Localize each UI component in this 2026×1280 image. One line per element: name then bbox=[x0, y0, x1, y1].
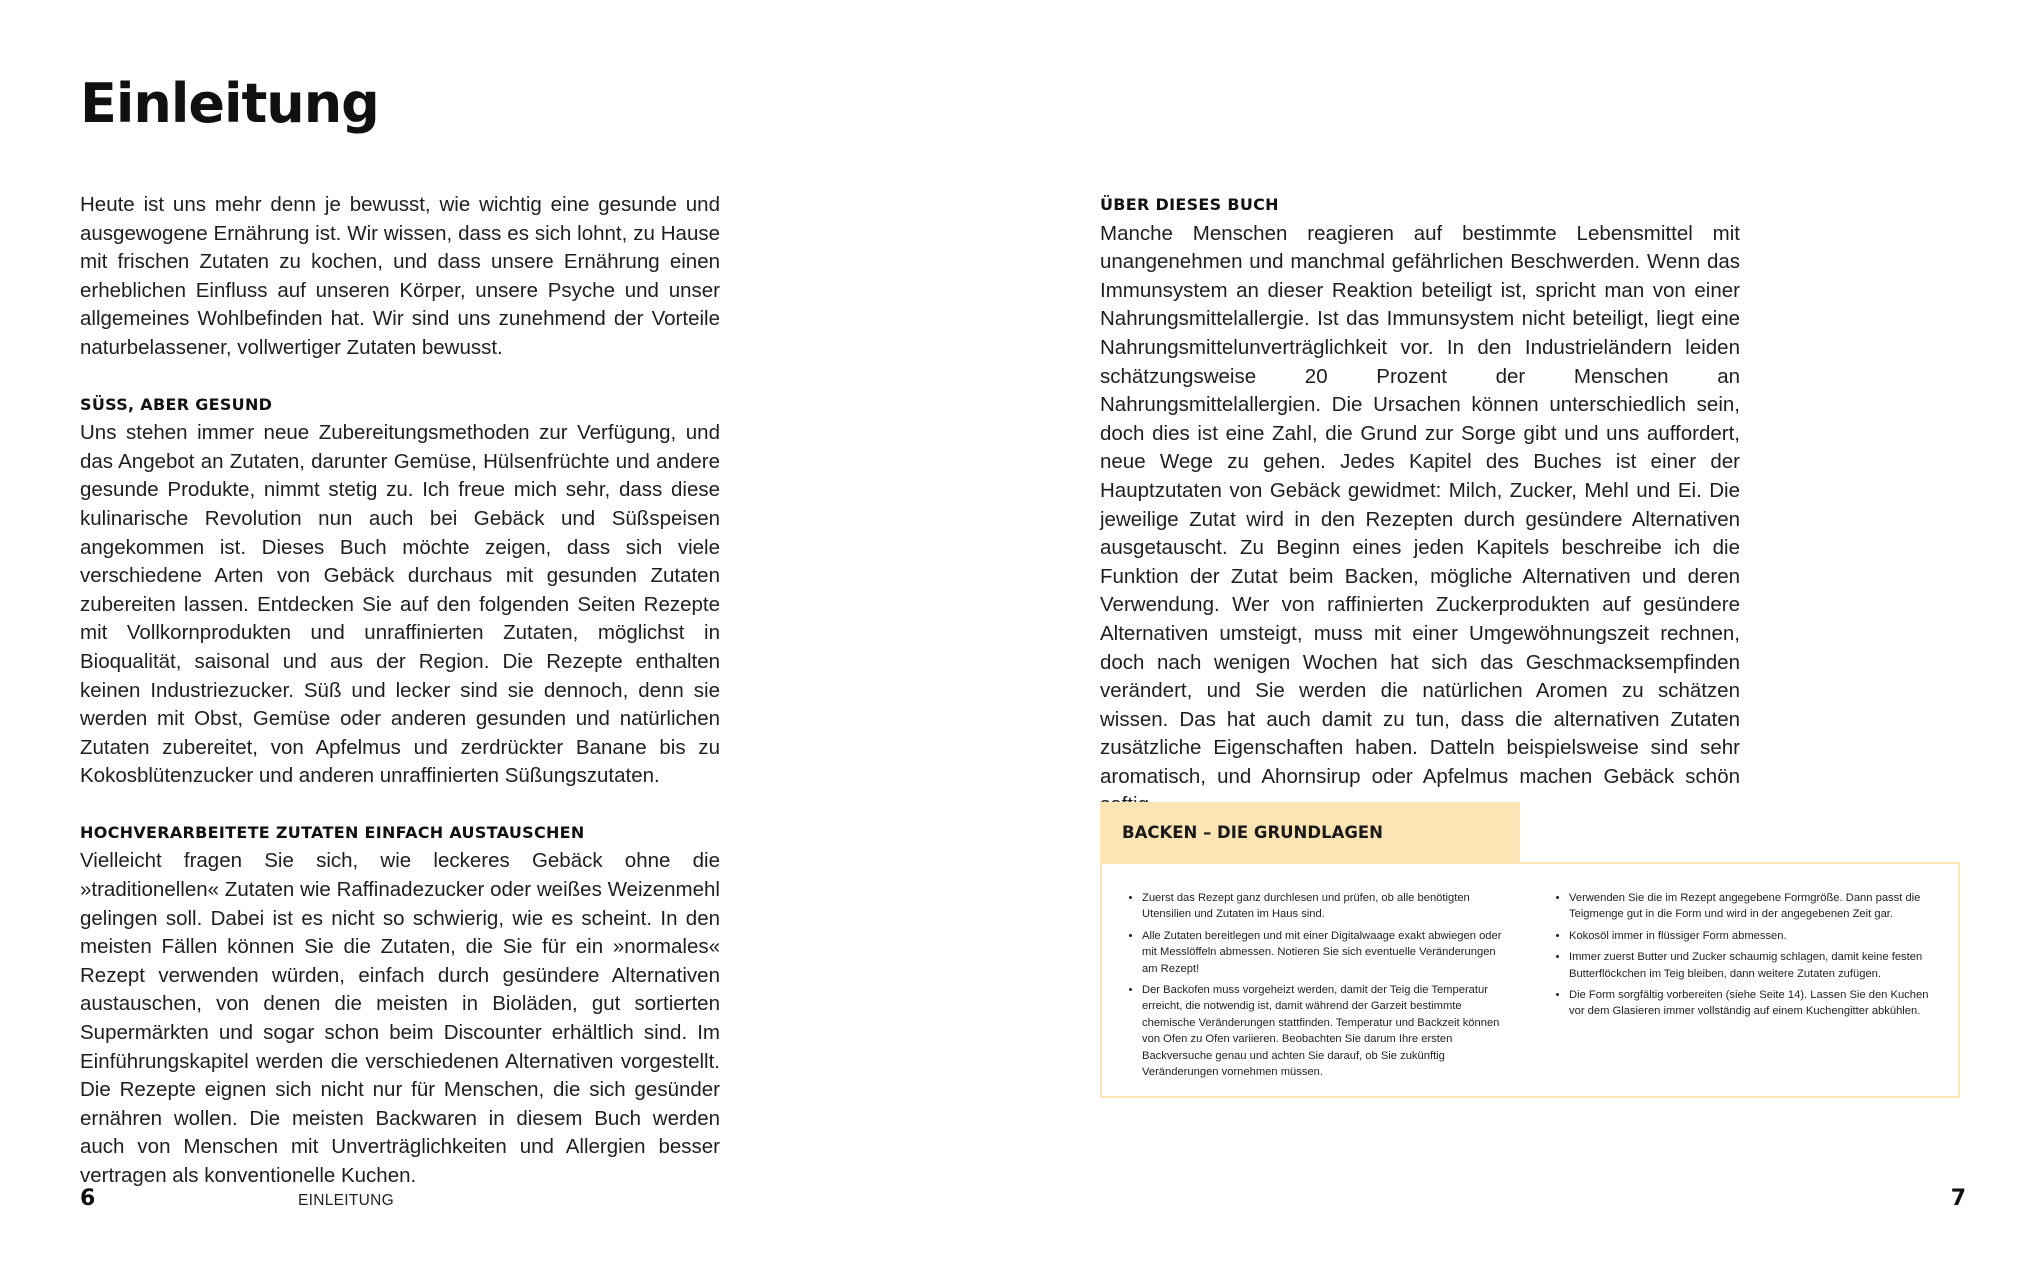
list-item: • Alle Zutaten bereitlegen und mit einer Digitalwaage exakt abwiegen oder mit Messlöffeln abmessen. Notieren Sie sich eventuelle Veränderungen am Rezept! bbox=[1142, 928, 1511, 977]
list-item: • Kokosöl immer in flüssiger Form abmessen. bbox=[1569, 928, 1938, 944]
list-item: • Die Form sorgfältig vorbereiten (siehe Seite 14). Lassen Sie den Kuchen vor dem Glasieren immer vollständig auf einem Kuchengitter abkühlen. bbox=[1569, 987, 1938, 1020]
right-text-column bbox=[1100, 191, 1740, 848]
infobox-left-list bbox=[1122, 890, 1511, 1084]
left-text-column bbox=[80, 191, 720, 1219]
section-zutaten-austauschen bbox=[80, 819, 720, 1191]
section-heading: HOCHVERARBEITETE ZUTATEN EINFACH AUSTAUSCHEN bbox=[80, 822, 585, 842]
page-number-right: 7 bbox=[1950, 1186, 1966, 1211]
infobox-right-list bbox=[1549, 890, 1938, 1084]
list-item: • Zuerst das Rezept ganz durchlesen und prüfen, ob alle benötigten Utensilien und Zutaten im Haus sind. bbox=[1142, 890, 1511, 923]
page-number-left: 6 bbox=[80, 1186, 96, 1211]
section-body: Manche Menschen reagieren auf bestimmte Lebensmittel mit unangenehmen und manchmal gefährlichen Beschwerden. Wenn das Immunsystem an dieser Reaktion beteiligt ist, spricht man von einer Nahrungsmittelallergie. Ist das Immunsystem nicht beteiligt, liegt eine Nahrungsmittelunverträglichkeit vor. In den Industrieländern leiden schätzungsweise 20 Prozent der Menschen an Nahrungsmittelallergien. Die Ursachen können unterschiedlich sein, doch dies ist eine Zahl, die Grund zur Sorge gibt und uns auffordert, neue Wege zu gehen. Jedes Kapitel des Buches ist einer der Hauptzutaten von Gebäck gewidmet: Milch, Zucker, Mehl und Ei. Die jeweilige Zutat wird in den Rezepten durch gesündere Alternativen ausgetauscht. Zu Beginn eines jeden Kapitels beschreibe ich die Funktion der Zutat beim Backen, mögliche Alternativen und deren Verwendung. Wer von raffinierten Zuckerprodukten auf gesündere Alternativen umsteigt, muss mit einer Umgewöhnungszeit rechnen, doch nach wenigen Wochen hat sich das Geschmacksempfinden verändert, und Sie werden die natürlichen Aromen zu schätzen wissen. Das hat auch damit zu tun, dass die alternativen Zutaten zusätzliche Eigenschaften haben. Datteln beispielsweise sind sehr aromatisch, und Ahornsirup oder Apfelmus machen Gebäck schön bbox=[1100, 221, 1740, 788]
intro-paragraph: Heute ist uns mehr denn je bewusst, wie wichtig eine gesunde und ausgewogene Ernährung ist. Wir wissen, dass es sich lohnt, zu Hause mit frischen Zutaten zu kochen, und dass unsere Ernährung einen erheblichen Einfluss auf unseren Körper, unsere Psyche und unser allgemeines Wohlbefinden hat. Wir sind uns zunehmend der Vorteile naturbelassener, vollwertiger Zutaten bewusst. bbox=[80, 193, 720, 359]
infobox-backen-grundlagen bbox=[1100, 862, 1960, 1098]
section-body: Uns stehen immer neue Zubereitungsmethoden zur Verfügung, und das Angebot an Zutaten, darunter Gemüse, Hülsenfrüchte und andere gesunde Produkte, nimmt stetig zu. Ich freue mich sehr, dass diese kulinarische Revolution nun auch bei Gebäck und Süßspeisen angekommen ist. Dieses Buch möchte zeigen, dass sich viele verschiedene Arten von Gebäck durchaus mit gesunden Zutaten zubereiten lassen. Entdecken Sie auf den folgenden Seiten Rezepte mit Vollkornprodukten und unraffinierten Zutaten, möglichst in Bioqualität, saisonal und aus der Region. Die Rezepte enthalten keinen Industriezucker. Süß und lecker sind sie dennoch, denn sie werden mit Obst, Gemüse oder anderen gesunden und natürlichen Zutaten zubereitet, von Apfelmus und zerdrückter Banane bis zu Kokosblütenzucker und anderen unraffinierten Süßungszutaten. bbox=[80, 421, 720, 788]
list-item: • Der Backofen muss vorgeheizt werden, damit der Teig die Temperatur erreicht, die notwendig ist, damit während der Garzeit bestimmte chemische Veränderungen stattfinden. Temperatur und Backzeit können von Ofen zu Ofen variieren. Beobachten Sie darum Ihre ersten Backversuche genau und achten Sie darauf, ob Sie zukünftig Veränderungen vornehmen müssen. bbox=[1142, 982, 1511, 1080]
chapter-title: Einleitung bbox=[80, 72, 379, 135]
list-item: • Verwenden Sie die im Rezept angegebene Formgröße. Dann passt die Teigmenge gut in die Form und wird in der angegebenen Zeit gar. bbox=[1569, 890, 1938, 923]
list-item: • Immer zuerst Butter und Zucker schaumig schlagen, damit keine festen Butterflöckchen im Teig bleiben, dann weitere Zutaten zufügen. bbox=[1569, 949, 1938, 982]
section-ueber-dieses-buch bbox=[1100, 191, 1740, 820]
infobox-title: BACKEN – DIE GRUNDLAGEN bbox=[1100, 802, 1520, 862]
intro-section bbox=[80, 191, 720, 363]
section-suess-aber-gesund bbox=[80, 391, 720, 791]
running-head: EINLEITUNG bbox=[298, 1192, 395, 1209]
section-heading: ÜBER DIESES BUCH bbox=[1100, 195, 1279, 214]
section-heading: SÜSS, ABER GESUND bbox=[80, 394, 273, 414]
section-body: Vielleicht fragen Sie sich, wie leckeres Gebäck ohne die »traditionellen« Zutaten wie Raffinadezucker oder weißes Weizenmehl gelingen soll. Dabei ist es nicht so schwierig, wie es scheint. In den meisten Fällen können Sie die Zutaten, die Sie für ein »normales« Rezept verwenden würden, einfach durch gesündere Alternativen austauschen, von denen die meisten in Bioläden, gut sortierten Supermärkten und sogar schon beim Discounter erhältlich sind. Im Einführungskapitel werden die verschiedenen Alternativen vorgestellt. Die Rezepte eignen sich nicht nur für Menschen, die sich gesünder ernähren wollen. Die meisten Backwaren in diesem Buch werden auch von Menschen mit Unverträglichkeiten und Allergien besser vertragen als konventionelle Kuchen. bbox=[80, 849, 720, 1187]
